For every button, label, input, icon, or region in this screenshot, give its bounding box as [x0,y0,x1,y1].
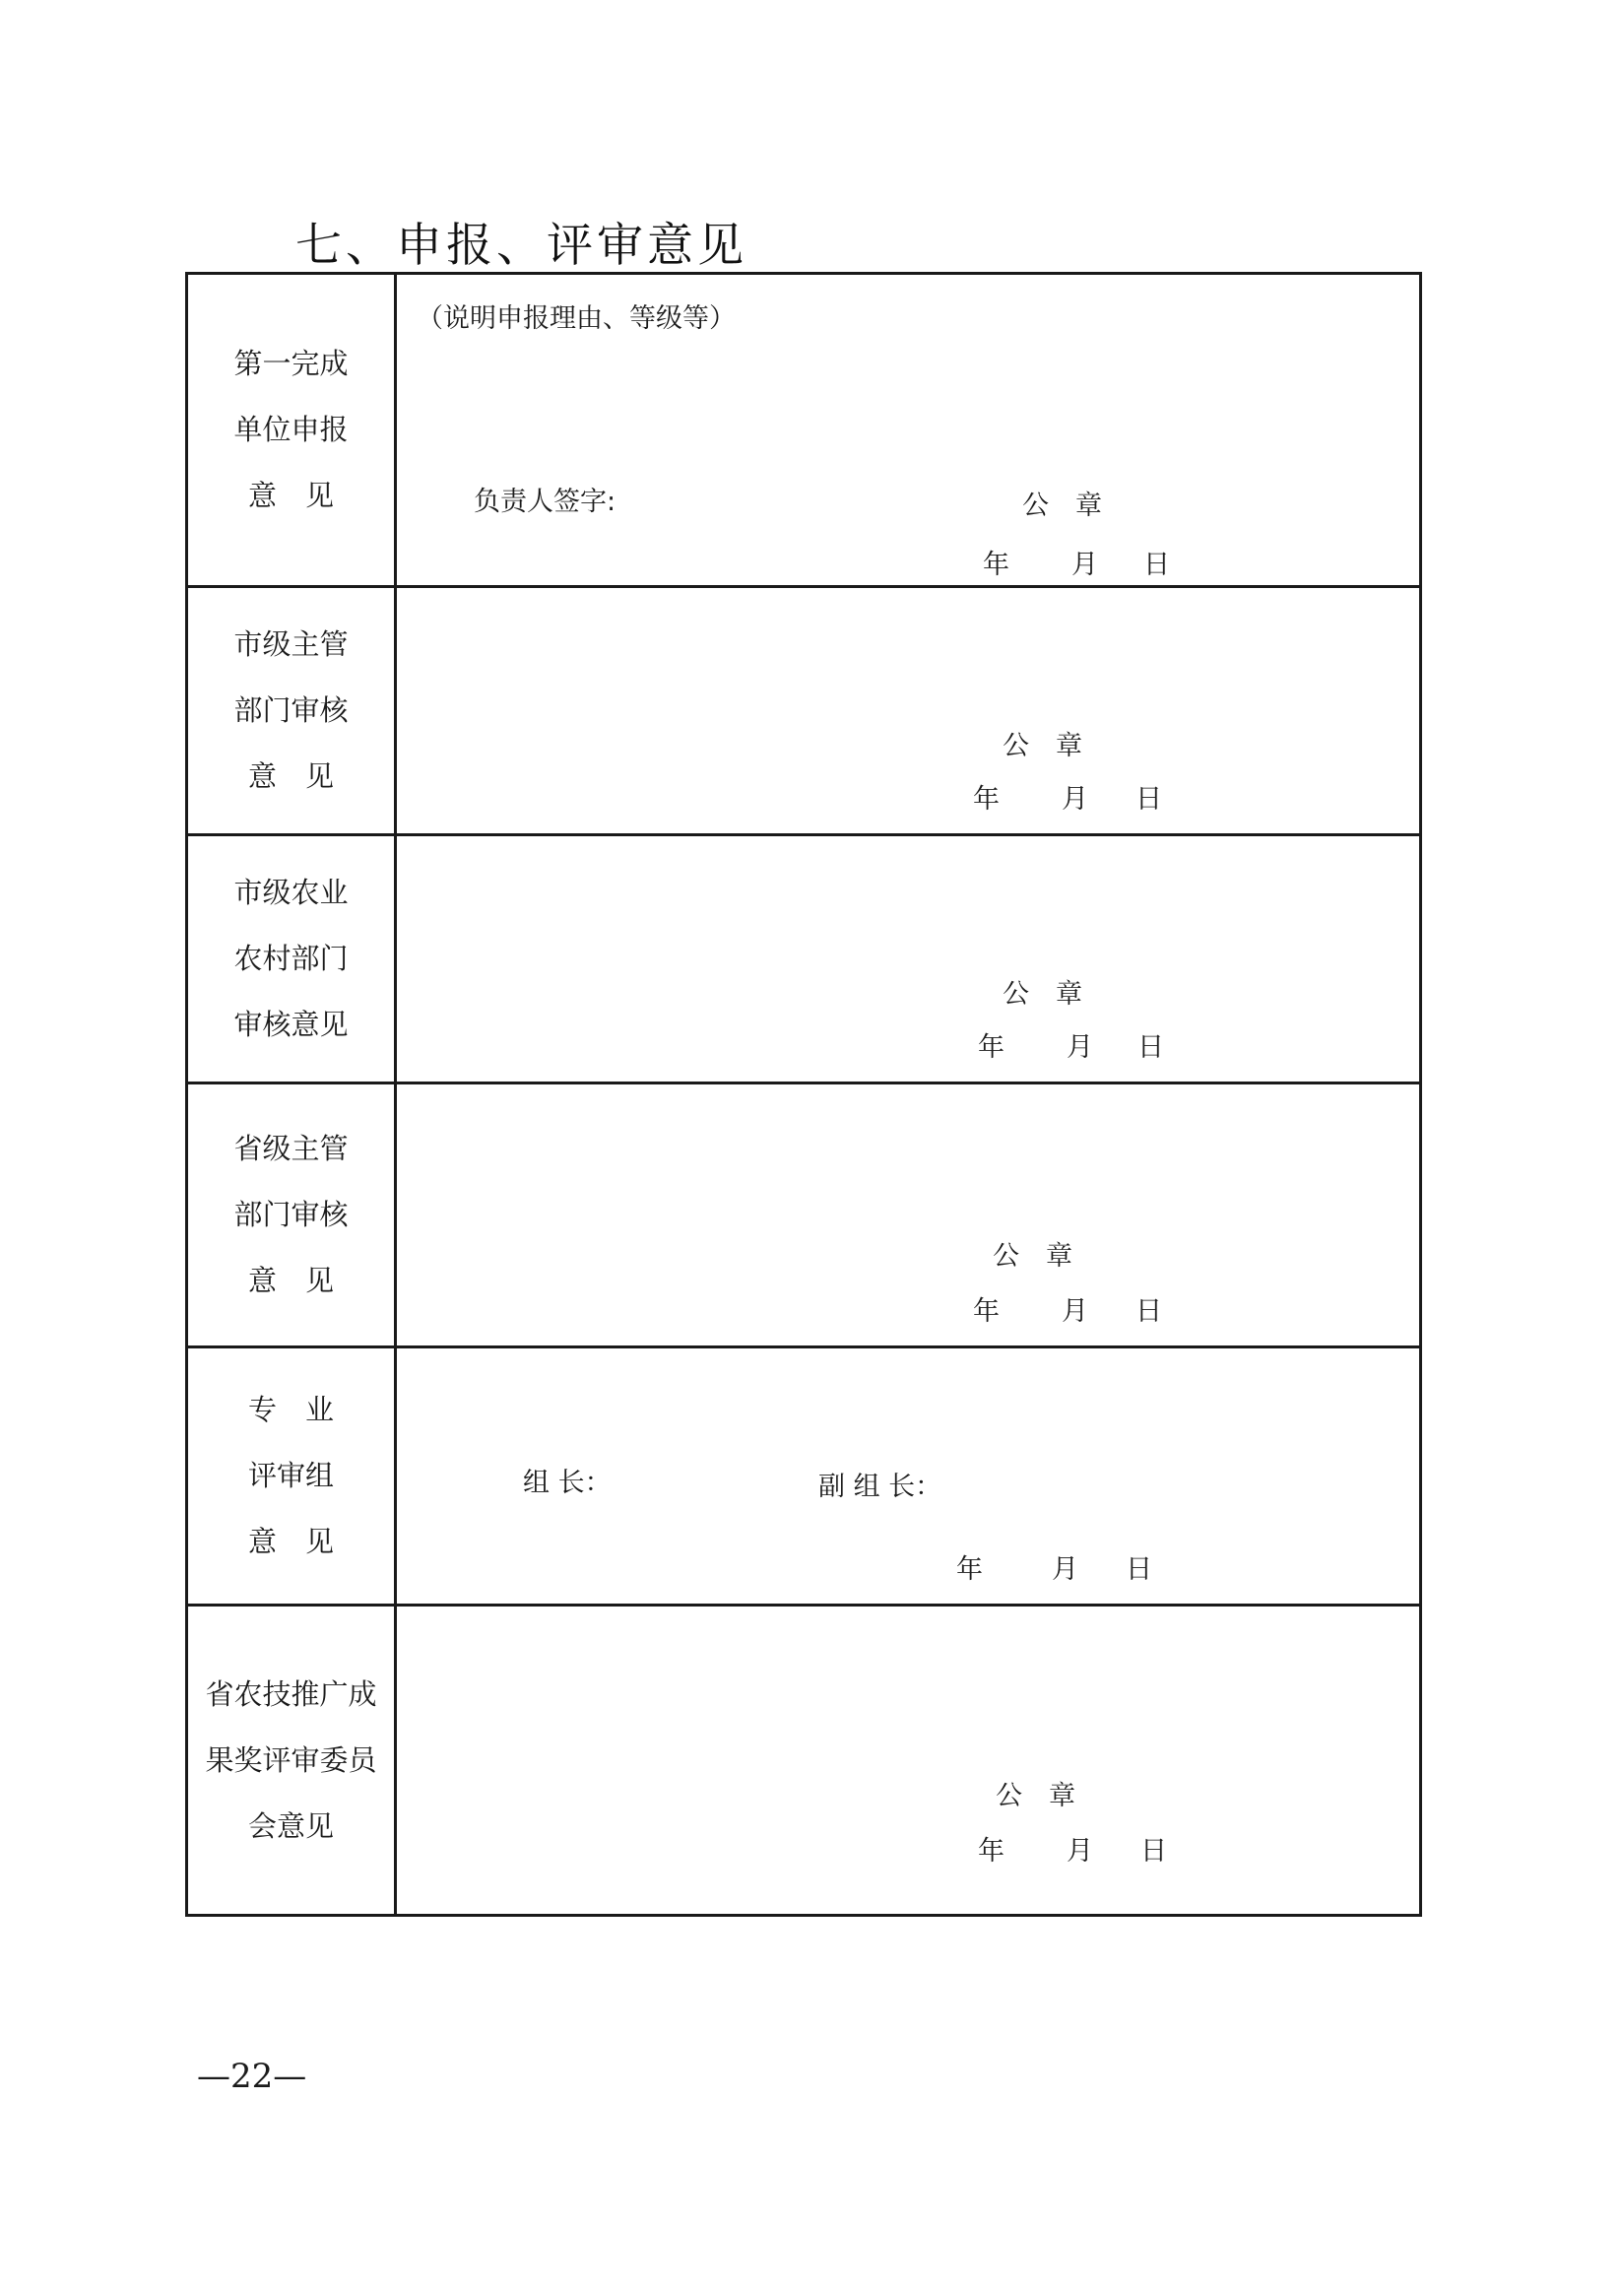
row-label-line: 意 见 [247,1264,334,1297]
date-day: 日 [1135,784,1162,815]
row-label-line: 农村部门 [233,942,349,975]
row-city-authority-opinion [188,588,1419,836]
row-first-unit-opinion [188,275,1419,588]
seal-label: 公 章 [1003,731,1082,761]
opinion-field[interactable] [397,588,1419,833]
opinion-field[interactable] [397,1348,1419,1604]
row-award-committee-opinion [188,1607,1419,1914]
date-day: 日 [1143,550,1170,580]
date-month: 月 [1052,1554,1078,1585]
row-label-line: 第一完成 [233,347,349,380]
row-city-agriculture-opinion [188,836,1419,1084]
date-year: 年 [978,1032,1005,1063]
date-day: 日 [1137,1032,1164,1063]
row-label [188,588,397,833]
date-year: 年 [983,550,1009,580]
row-label [188,1607,397,1914]
signature-label: 负责人签字: [474,487,616,517]
row-label-line: 果奖评审委员 [205,1742,377,1777]
row-label-line: 部门审核 [233,693,349,727]
row-label-line: 意 见 [247,479,334,512]
opinion-field[interactable] [397,836,1419,1082]
date-month: 月 [1067,1836,1093,1867]
row-province-authority-opinion [188,1084,1419,1348]
row-label-line: 省农技推广成 [205,1676,377,1711]
row-label-line: 审核意见 [233,1008,349,1041]
date-month: 月 [1062,784,1088,815]
row-label-line: 部门审核 [233,1198,349,1231]
seal-label: 公 章 [1003,979,1082,1010]
row-label [188,836,397,1082]
date-month: 月 [1062,1296,1088,1327]
row-label-line: 市级农业 [233,876,349,909]
date-year: 年 [973,784,1000,815]
seal-label: 公 章 [996,1781,1075,1811]
opinion-field[interactable] [397,1084,1419,1345]
section-title: 七、申报、评审意见 [295,219,747,273]
date-year: 年 [973,1296,1000,1327]
date-day: 日 [1140,1836,1167,1867]
leader-label: 组 长： [523,1468,612,1498]
date-day: 日 [1135,1296,1162,1327]
date-day: 日 [1126,1554,1152,1585]
row-label-line: 单位申报 [233,413,349,446]
page-number: —22— [197,2057,307,2096]
opinion-field[interactable] [397,275,1419,585]
row-expert-panel-opinion [188,1348,1419,1607]
row-label-line: 意 见 [247,1525,334,1558]
review-opinion-table [185,272,1422,1917]
row-label-line: 评审组 [247,1459,334,1492]
row-label-line: 市级主管 [233,627,349,661]
seal-label: 公 章 [1022,491,1102,521]
row-label-line: 省级主管 [233,1132,349,1165]
date-year: 年 [978,1836,1005,1867]
row-label-line: 专 业 [247,1393,334,1426]
hint-text: （说明申报理由、等级等） [417,303,736,334]
date-month: 月 [1071,550,1098,580]
row-label-line: 会意见 [247,1808,334,1843]
row-label-line: 意 见 [247,759,334,793]
date-month: 月 [1067,1032,1093,1063]
row-label [188,1348,397,1604]
row-label [188,275,397,585]
seal-label: 公 章 [993,1241,1072,1272]
opinion-field[interactable] [397,1607,1419,1914]
deputy-leader-label: 副 组 长： [818,1472,942,1502]
row-label [188,1084,397,1345]
date-year: 年 [956,1554,983,1585]
